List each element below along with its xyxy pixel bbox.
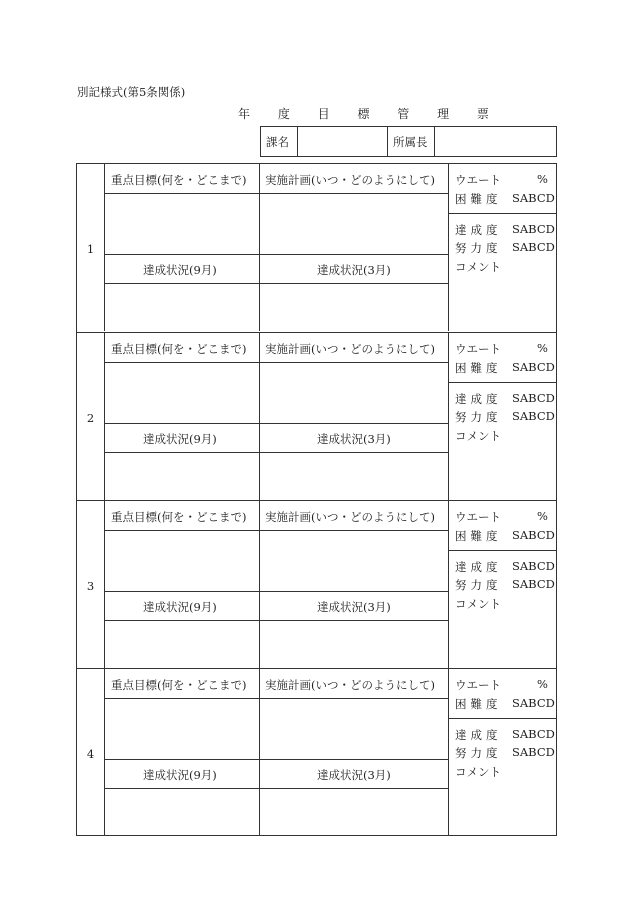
status-mar-label: 達成状況(3月): [317, 600, 391, 614]
goal-table: [76, 163, 557, 836]
status-mar-label: 達成状況(3月): [317, 768, 391, 782]
plan-field[interactable]: [265, 702, 448, 759]
row-divider: [104, 193, 449, 194]
column-divider: [259, 164, 260, 331]
status-sep-field[interactable]: [111, 793, 259, 833]
column-divider: [259, 669, 260, 836]
column-divider: [104, 333, 105, 500]
difficulty-grades: SABCD: [512, 191, 555, 205]
weight-label: ウエート: [455, 342, 501, 356]
percent-label: %: [537, 677, 548, 691]
weight-label: ウエート: [455, 510, 501, 524]
percent-label: %: [537, 172, 548, 186]
row-divider: [104, 698, 449, 699]
priority-goal-label: 重点目標(何を・どこまで): [111, 173, 247, 187]
achievement-grades: SABCD: [512, 559, 555, 573]
column-divider: [448, 164, 449, 331]
priority-goal-label: 重点目標(何を・どこまで): [111, 342, 247, 356]
row-divider: [104, 759, 449, 760]
priority-goal-label: 重点目標(何を・どこまで): [111, 678, 247, 692]
effort-grades: SABCD: [512, 409, 555, 423]
weight-label: ウエート: [455, 678, 501, 692]
goal-number: 2: [86, 411, 95, 425]
comment-label: コメント: [455, 597, 501, 611]
row-divider: [104, 362, 449, 363]
achievement-label: 達成度: [455, 223, 502, 237]
effort-grades: SABCD: [512, 240, 555, 254]
status-sep-field[interactable]: [111, 288, 259, 328]
comment-label: コメント: [455, 429, 501, 443]
status-sep-field[interactable]: [111, 457, 259, 497]
status-mar-label: 達成状況(3月): [317, 432, 391, 446]
row-divider: [104, 423, 449, 424]
effort-grades: SABCD: [512, 577, 555, 591]
achievement-grades: SABCD: [512, 727, 555, 741]
column-divider: [259, 501, 260, 668]
plan-label: 実施計画(いつ・どのようにして): [265, 173, 435, 187]
achievement-grades: SABCD: [512, 222, 555, 236]
status-sep-label: 達成状況(9月): [143, 768, 217, 782]
row-divider: [104, 788, 449, 789]
effort-label: 努力度: [455, 410, 502, 424]
manager-field[interactable]: [435, 127, 556, 156]
row-divider: [448, 718, 556, 719]
row-divider: [104, 530, 449, 531]
difficulty-grades: SABCD: [512, 360, 555, 374]
priority-goal-field[interactable]: [111, 366, 259, 423]
header-box: [260, 126, 557, 157]
row-divider: [104, 620, 449, 621]
difficulty-grades: SABCD: [512, 696, 555, 710]
difficulty-label: 困難度: [455, 697, 502, 711]
effort-label: 努力度: [455, 241, 502, 255]
status-mar-field[interactable]: [265, 457, 448, 497]
difficulty-label: 困難度: [455, 361, 502, 375]
comment-label: コメント: [455, 260, 501, 274]
manager-label: 所属長: [388, 127, 435, 156]
row-divider: [104, 283, 449, 284]
status-sep-label: 達成状況(9月): [143, 432, 217, 446]
status-mar-label: 達成状況(3月): [317, 263, 391, 277]
effort-label: 努力度: [455, 578, 502, 592]
plan-label: 実施計画(いつ・どのようにして): [265, 342, 435, 356]
status-mar-field[interactable]: [265, 793, 448, 833]
goal-block: [77, 500, 556, 668]
plan-label: 実施計画(いつ・どのようにして): [265, 678, 435, 692]
difficulty-grades: SABCD: [512, 528, 555, 542]
plan-field[interactable]: [265, 534, 448, 591]
difficulty-label: 困難度: [455, 192, 502, 206]
status-mar-field[interactable]: [265, 288, 448, 328]
weight-label: ウエート: [455, 173, 501, 187]
section-field[interactable]: [298, 127, 388, 156]
comment-label: コメント: [455, 765, 501, 779]
plan-field[interactable]: [265, 197, 448, 254]
achievement-label: 達成度: [455, 560, 502, 574]
column-divider: [104, 164, 105, 331]
section-label: 課名: [261, 127, 298, 156]
achievement-label: 達成度: [455, 392, 502, 406]
row-divider: [448, 382, 556, 383]
form-reference: 別記様式(第5条関係): [77, 85, 186, 99]
column-divider: [448, 669, 449, 836]
achievement-label: 達成度: [455, 728, 502, 742]
priority-goal-field[interactable]: [111, 702, 259, 759]
column-divider: [448, 333, 449, 500]
column-divider: [259, 333, 260, 500]
row-divider: [448, 213, 556, 214]
row-divider: [448, 550, 556, 551]
plan-field[interactable]: [265, 366, 448, 423]
status-sep-field[interactable]: [111, 625, 259, 665]
column-divider: [448, 501, 449, 668]
percent-label: %: [537, 341, 548, 355]
plan-label: 実施計画(いつ・どのようにして): [265, 510, 435, 524]
effort-label: 努力度: [455, 746, 502, 760]
priority-goal-field[interactable]: [111, 197, 259, 254]
document-title: 年 度 目 標 管 理 票: [238, 107, 501, 121]
priority-goal-field[interactable]: [111, 534, 259, 591]
column-divider: [104, 501, 105, 668]
goal-block: [77, 164, 556, 332]
status-sep-label: 達成状況(9月): [143, 600, 217, 614]
goal-number: 1: [86, 242, 95, 256]
column-divider: [104, 669, 105, 836]
percent-label: %: [537, 509, 548, 523]
status-sep-label: 達成状況(9月): [143, 263, 217, 277]
goal-number: 3: [86, 579, 95, 593]
row-divider: [104, 254, 449, 255]
status-mar-field[interactable]: [265, 625, 448, 665]
row-divider: [104, 591, 449, 592]
goal-block: [77, 332, 556, 500]
achievement-grades: SABCD: [512, 391, 555, 405]
effort-grades: SABCD: [512, 745, 555, 759]
priority-goal-label: 重点目標(何を・どこまで): [111, 510, 247, 524]
goal-block: [77, 668, 556, 836]
goal-number: 4: [86, 747, 95, 761]
difficulty-label: 困難度: [455, 529, 502, 543]
row-divider: [104, 452, 449, 453]
